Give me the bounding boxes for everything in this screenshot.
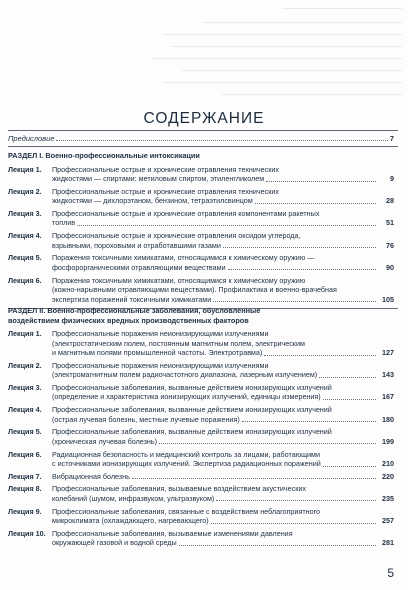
lecture-title xyxy=(52,209,394,228)
lecture-title xyxy=(52,187,394,206)
lecture-title-line xyxy=(52,196,394,206)
lecture-title-line xyxy=(52,494,394,504)
leader-dots xyxy=(323,399,376,400)
lecture-title-text: Профессиональные заболевания, связанные с воздействием неблагоприятного xyxy=(52,506,321,516)
lecture-title-line xyxy=(52,218,394,228)
lecture-title-text: Профессиональные поражения неионизирующими излучениями xyxy=(52,329,269,338)
lecture-title xyxy=(52,383,394,402)
leader-dots xyxy=(319,377,376,378)
lecture-page-number: 90 xyxy=(386,262,394,272)
lecture-label: Лекция 5. xyxy=(8,253,42,263)
lecture-title-line xyxy=(52,295,394,305)
lecture-label: Лекция 8. xyxy=(8,484,42,494)
leader-dots xyxy=(159,443,376,444)
toc-entry xyxy=(8,405,394,424)
leader-dots xyxy=(211,523,376,524)
toc-entry xyxy=(8,187,394,206)
lecture-title-text: колебаний (шумом, инфразвуком, ультразвуком) xyxy=(52,493,215,503)
leader-dots xyxy=(242,421,376,422)
toc-entry xyxy=(8,209,394,228)
leader-dots xyxy=(223,247,376,248)
lecture-title-line xyxy=(52,529,394,539)
lecture-title xyxy=(52,507,394,526)
toc-preface-entry xyxy=(8,134,394,143)
toc-entry xyxy=(8,276,394,305)
lecture-title-line xyxy=(52,276,394,286)
toc-entry xyxy=(8,383,394,402)
lecture-title-line xyxy=(52,165,394,175)
lecture-title xyxy=(52,276,394,305)
lecture-title-text: Поражения токсичными химикатами, относящимися к химическому оружию xyxy=(52,275,306,285)
preface-label: Предисловие xyxy=(8,134,55,143)
lecture-title-text: топлив xyxy=(52,218,76,228)
bleed-through-text xyxy=(120,0,408,105)
lecture-title-text: экспертиза поражений токсичными химикатами xyxy=(52,294,212,304)
lecture-title-text: жидкостями — спиртами: метиловым спиртом, этиленгликолем xyxy=(52,174,265,183)
leader-dots xyxy=(216,500,376,501)
lecture-title-text: микроклимата (охлаждающего, нагревающего) xyxy=(52,516,209,526)
lecture-page-number: 167 xyxy=(382,392,394,402)
lecture-title xyxy=(52,450,394,469)
toc-entry xyxy=(8,529,394,548)
lecture-title-text: Профессиональные заболевания, вызванные действием ионизирующих излучений xyxy=(52,427,332,437)
lecture-page-number: 9 xyxy=(390,174,394,183)
lecture-page-number: 28 xyxy=(386,196,394,206)
lecture-title-line xyxy=(52,383,394,393)
lecture-title-text: (электростатическим полем, постоянным магнитным полем, электрическим xyxy=(52,338,305,348)
leader-dots xyxy=(323,466,376,467)
lecture-title xyxy=(52,231,394,250)
lecture-title-text: (определение и характеристика ионизирующих излучений, единицы измерения) xyxy=(52,392,321,402)
lecture-title-line xyxy=(52,361,394,371)
lecture-title xyxy=(52,165,394,184)
lecture-title-text: (кожно-нарывными отравляющими веществами). Профилактика и военно-врачебная xyxy=(52,285,337,294)
lecture-title-text: Профессиональные острые и хронические отравления компонентами ракетных xyxy=(52,208,320,218)
lecture-page-number: 105 xyxy=(382,294,394,304)
leader-dots xyxy=(179,545,376,546)
toc-entry xyxy=(8,253,394,272)
lecture-title-text: фосфорорганическими отравляющими веществами xyxy=(52,262,226,272)
section-heading-line: РАЗДЕЛ II. Военно-профессиональные заболевания, обусловленные xyxy=(8,306,261,315)
lecture-title xyxy=(52,529,394,548)
lecture-page-number: 127 xyxy=(382,348,394,357)
lecture-page-number: 143 xyxy=(382,370,394,380)
lecture-title-line xyxy=(52,484,394,494)
lecture-label: Лекция 6. xyxy=(8,449,42,459)
lecture-title-text: взрывными, пороховыми и отработавшими газами xyxy=(52,240,221,250)
lecture-title-text: жидкостями — дихлорэтаном, бензином, тетраэтилсвинцом xyxy=(52,196,253,206)
leader-dots xyxy=(213,301,376,302)
lecture-label: Лекция 7. xyxy=(8,471,42,481)
toc-entry xyxy=(8,231,394,250)
lecture-title-line xyxy=(52,516,394,526)
lecture-title-line xyxy=(52,241,394,251)
lecture-title-line xyxy=(52,538,394,548)
lecture-title-text: Профессиональные заболевания, вызванные действием ионизирующих излучений xyxy=(52,405,332,415)
section-rule xyxy=(8,146,398,147)
lecture-title-line xyxy=(52,427,394,437)
lecture-page-number: 76 xyxy=(386,240,394,250)
lecture-title-line xyxy=(52,187,394,197)
lecture-title-line xyxy=(52,231,394,241)
toc-entry xyxy=(8,507,394,526)
leader-dots xyxy=(228,269,376,270)
toc-entry xyxy=(8,427,394,446)
lecture-page-number: 281 xyxy=(382,538,394,548)
toc-entry xyxy=(8,329,394,358)
lecture-title xyxy=(52,472,394,482)
lecture-title-text: Профессиональные острые и хронические отравления оксидом углерода, xyxy=(52,231,301,241)
lecture-title-text: Профессиональные заболевания, вызываемые изменениями давления xyxy=(52,528,293,538)
lecture-title-line xyxy=(52,263,394,273)
lecture-title-text: Поражения токсичными химикатами, относящимися к химическому оружию — xyxy=(52,253,315,263)
lecture-title-line xyxy=(52,472,394,482)
section-heading xyxy=(8,151,394,161)
section-heading-line: воздействием физических вредных производственных факторов xyxy=(8,315,249,325)
lecture-label: Лекция 2. xyxy=(8,186,42,196)
leader-dots xyxy=(132,478,376,479)
lecture-title xyxy=(52,484,394,503)
lecture-title-line xyxy=(52,348,394,358)
lecture-title-text: Вибрационная болезнь xyxy=(52,471,130,481)
lecture-page-number: 235 xyxy=(382,493,394,503)
lecture-title-line xyxy=(52,507,394,517)
lecture-label: Лекция 1. xyxy=(8,329,42,338)
lecture-label: Лекция 9. xyxy=(8,506,42,516)
lecture-title-text: (электромагнитным полем радиочастотного диапазона, лазерным излучением) xyxy=(52,370,318,380)
lecture-label: Лекция 10. xyxy=(8,528,46,538)
lecture-label: Лекция 2. xyxy=(8,360,42,370)
lecture-title xyxy=(52,329,394,358)
preface-page: 7 xyxy=(389,134,394,143)
lecture-page-number: 210 xyxy=(382,459,394,468)
lecture-title-text: Профессиональные заболевания, вызванные действием ионизирующих излучений xyxy=(52,382,332,392)
lecture-label: Лекция 1. xyxy=(8,164,42,174)
toc-title: СОДЕРЖАНИЕ xyxy=(143,110,265,127)
toc-entry xyxy=(8,450,394,469)
toc-entry xyxy=(8,165,394,184)
toc-entry xyxy=(8,361,394,380)
lecture-label: Лекция 4. xyxy=(8,231,42,241)
lecture-title-text: и магнитным полями промышленной частоты. Электротравма) xyxy=(52,348,263,357)
lecture-title-line xyxy=(52,253,394,263)
leader-dots xyxy=(264,355,376,356)
lecture-title xyxy=(52,361,394,380)
section-heading xyxy=(8,306,394,325)
lecture-label: Лекция 5. xyxy=(8,427,42,437)
lecture-title-line xyxy=(52,459,394,469)
lecture-title xyxy=(52,427,394,446)
lecture-title-line xyxy=(52,285,394,295)
toc-entry xyxy=(8,472,394,482)
lecture-title-text: окружающей газовой и водной среды xyxy=(52,538,177,548)
lecture-page-number: 180 xyxy=(382,414,394,424)
lecture-title-line xyxy=(52,370,394,380)
lecture-title xyxy=(52,253,394,272)
lecture-title-line xyxy=(52,450,394,460)
lecture-page-number: 51 xyxy=(386,218,394,228)
lecture-label: Лекция 3. xyxy=(8,382,42,392)
lecture-title-text: с источниками ионизирующих излучений. Экспертиза радиационных поражений xyxy=(52,459,321,468)
page-number: 5 xyxy=(387,566,394,580)
lecture-title-text: (хроническая лучевая болезнь) xyxy=(52,436,158,446)
leader-dots xyxy=(77,225,376,226)
leader-dots xyxy=(266,181,376,182)
lecture-title-line xyxy=(52,174,394,184)
lecture-title-text: (острая лучевая болезнь, местные лучевые поражения) xyxy=(52,414,240,424)
lecture-title-line xyxy=(52,405,394,415)
lecture-title-text: Радиационная безопасность и медицинский контроль за лицами, работающими xyxy=(52,449,320,459)
lecture-title-line xyxy=(52,209,394,219)
toc-entry xyxy=(8,484,394,503)
lecture-title xyxy=(52,405,394,424)
lecture-page-number: 199 xyxy=(382,436,394,446)
lecture-title-text: Профессиональные поражения неионизирующими излучениями xyxy=(52,360,269,370)
lecture-label: Лекция 3. xyxy=(8,208,42,218)
lecture-title-line xyxy=(52,415,394,425)
lecture-title-line xyxy=(52,392,394,402)
lecture-title-line xyxy=(52,339,394,349)
lecture-title-line xyxy=(52,437,394,447)
lecture-page-number: 257 xyxy=(382,516,394,526)
lecture-title-text: Профессиональные острые и хронические отравления технических xyxy=(52,164,279,174)
lecture-label: Лекция 4. xyxy=(8,405,42,415)
lecture-label: Лекция 6. xyxy=(8,275,42,285)
lecture-title-text: Профессиональные заболевания, вызываемые воздействием акустических xyxy=(52,484,307,494)
leader-dots xyxy=(56,140,387,141)
title-rule xyxy=(8,130,398,131)
leader-dots xyxy=(255,203,376,204)
lecture-title-text: Профессиональные острые и хронические отравления технических xyxy=(52,186,279,196)
lecture-page-number: 220 xyxy=(382,471,394,481)
lecture-title-line xyxy=(52,329,394,339)
section-heading-line: РАЗДЕЛ I. Военно-профессиональные интоксикации xyxy=(8,151,200,160)
